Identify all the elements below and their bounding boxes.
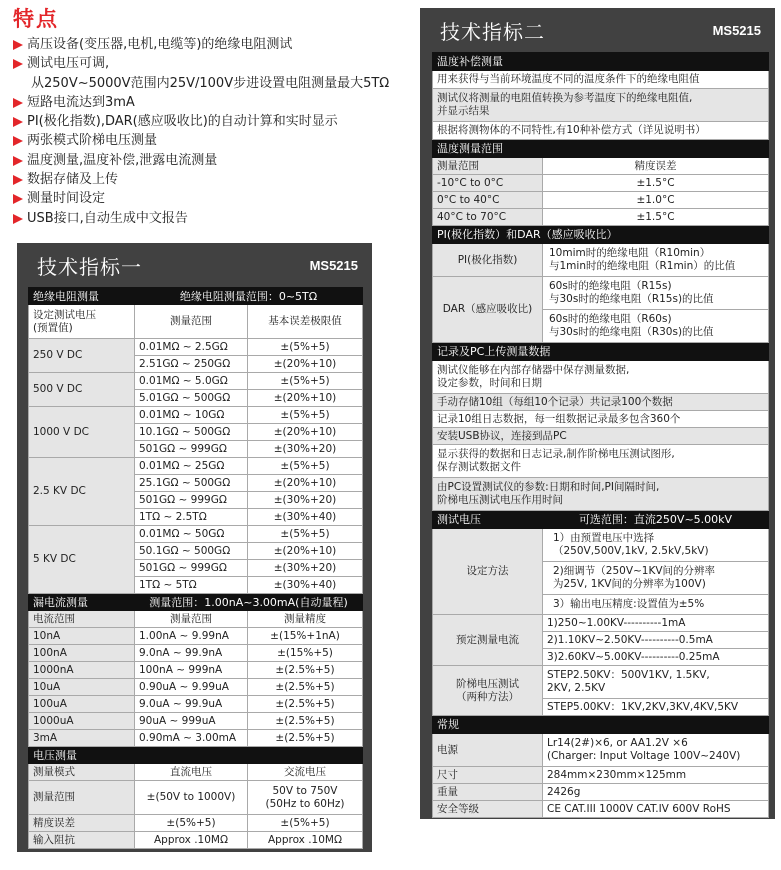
table-row <box>433 801 769 818</box>
table-row <box>433 244 769 277</box>
spec-panel-2 <box>420 8 775 819</box>
column-header: 测量范围 <box>135 611 248 628</box>
section-header-row <box>433 53 769 71</box>
range-cell: 25.1GΩ ~ 500GΩ <box>135 475 248 492</box>
section-header-row <box>433 140 769 158</box>
temp-accuracy: ±1.5°C <box>543 209 769 226</box>
table-header-row <box>29 611 363 628</box>
range-cell: 10.1GΩ ~ 500GΩ <box>135 424 248 441</box>
range-cell: 1TΩ ~ 5TΩ <box>135 577 248 594</box>
range-cell: 0.01MΩ ~ 2.5GΩ <box>135 339 248 356</box>
table-cell: 50V to 750V (50Hz to 60Hz) <box>248 781 363 815</box>
column-header: 测量范围 <box>433 158 543 175</box>
section-title: 记录及PC上传测量数据 <box>433 343 769 361</box>
table-row <box>433 175 769 192</box>
section-note: 可选范围：直流250V~5.00kV <box>543 511 769 529</box>
triangle-bullet-icon <box>13 40 23 50</box>
current-range: 100nA <box>29 645 135 662</box>
preset-line: 1)250~1.00KV----------1mA <box>543 615 769 632</box>
voltage-label: 2.5 KV DC <box>29 458 135 526</box>
feature-text: 测量时间设定 <box>27 191 106 207</box>
feature-text: 数据存储及上传 <box>27 172 119 188</box>
triangle-bullet-icon <box>13 214 23 224</box>
column-header: 测量模式 <box>29 764 135 781</box>
table-row <box>433 445 769 478</box>
column-header: 直流电压 <box>135 764 248 781</box>
temp-range: 40°C to 70°C <box>433 209 543 226</box>
table-cell: STEP5.00KV：1KV,2KV,3KV,4KV,5KV <box>543 699 769 716</box>
table-row <box>433 478 769 511</box>
table-row <box>433 192 769 209</box>
text-line: 由PC设置测试仪的参数:日期和时间,PI间隔时间, 阶梯电压测试电压作用时间 <box>433 478 769 511</box>
error-cell: ±(5%+5) <box>248 526 363 543</box>
error-cell: ±(30%+40) <box>248 509 363 526</box>
range-cell: 0.01MΩ ~ 5.0GΩ <box>135 373 248 390</box>
error-cell: ±(20%+10) <box>248 424 363 441</box>
section-title: 电压测量 <box>29 747 363 764</box>
error-cell: ±(20%+10) <box>248 475 363 492</box>
table-row <box>29 713 363 730</box>
model-label: MS5215 <box>712 22 761 38</box>
column-header: 电流范围 <box>29 611 135 628</box>
error-cell: ±(30%+40) <box>248 577 363 594</box>
table-cell: 2426g <box>543 784 769 801</box>
error-cell: ±(5%+5) <box>248 407 363 424</box>
table-cell: 10mim时的绝缘电阻（R10min） 与1min时的绝缘电阻（R1min）的比值 <box>543 244 769 277</box>
table-row <box>433 784 769 801</box>
section-title: 温度测量范围 <box>433 140 769 158</box>
feature-text: 两张模式阶梯电压测量 <box>27 133 158 149</box>
text-line: 手动存储10组（每组10个记录）共记录100个数据 <box>433 394 769 411</box>
accuracy-cell: ±(2.5%+5) <box>248 713 363 730</box>
table-row <box>433 394 769 411</box>
feature-item <box>13 189 413 208</box>
range-cell: 9.0uA ~ 99.9uA <box>135 696 248 713</box>
accuracy-cell: ±(2.5%+5) <box>248 696 363 713</box>
table-row <box>433 411 769 428</box>
triangle-bullet-icon <box>13 156 23 166</box>
table-row <box>29 730 363 747</box>
feature-text: 高压设备(变压器,电机,电缆等)的绝缘电阻测试 <box>27 37 293 52</box>
feature-item <box>13 93 413 112</box>
table-cell: PI(极化指数) <box>433 244 543 277</box>
feature-item <box>13 151 413 170</box>
feature-item <box>13 209 413 228</box>
text-line: 用来获得与当前环境温度不同的温度条件下的绝缘电阻值 <box>433 71 769 89</box>
current-range: 10nA <box>29 628 135 645</box>
table-cell: ±(50V to 1000V) <box>135 781 248 815</box>
range-cell: 5.01GΩ ~ 500GΩ <box>135 390 248 407</box>
error-cell: ±(5%+5) <box>248 373 363 390</box>
section-title: 测试电压 <box>433 511 543 529</box>
table-row <box>433 734 769 767</box>
column-header: 精度误差 <box>543 158 769 175</box>
table-cell: 60s时的绝缘电阻（R15s) 与30s时的绝缘电阻（R15s)的比值 <box>543 277 769 310</box>
section-title: 常规 <box>433 716 769 734</box>
table-row <box>433 209 769 226</box>
features-list <box>13 35 413 228</box>
current-range: 10uA <box>29 679 135 696</box>
range-cell: 0.01MΩ ~ 50GΩ <box>135 526 248 543</box>
table-row <box>29 645 363 662</box>
feature-item <box>13 74 413 93</box>
range-cell: 9.0nA ~ 99.9nA <box>135 645 248 662</box>
accuracy-cell: ±(2.5%+5) <box>248 730 363 747</box>
table-row <box>433 529 769 562</box>
table-header-row <box>433 158 769 175</box>
table-row <box>29 696 363 713</box>
range-cell: 501GΩ ~ 999GΩ <box>135 560 248 577</box>
error-cell: ±(20%+10) <box>248 356 363 373</box>
table-cell: STEP2.50KV：500V1KV, 1.5KV, 2KV, 2.5KV <box>543 666 769 699</box>
table-row <box>29 662 363 679</box>
spec-panel-1 <box>17 243 372 852</box>
section-note: 测量范围：1.00nA~3.00mA(自动量程) <box>135 594 363 611</box>
table-cell: 电源 <box>433 734 543 767</box>
table-row <box>29 781 363 815</box>
range-cell: 100nA ~ 999nA <box>135 662 248 679</box>
triangle-bullet-icon <box>13 117 23 127</box>
temp-accuracy: ±1.5°C <box>543 175 769 192</box>
voltage-label: 500 V DC <box>29 373 135 407</box>
feature-text: USB接口,自动生成中文报告 <box>27 210 188 226</box>
table-cell: Approx .10MΩ <box>248 832 363 849</box>
section-header-row <box>29 747 363 764</box>
error-cell: ±(30%+20) <box>248 492 363 509</box>
current-range: 1000nA <box>29 662 135 679</box>
method-line: 2)细调节（250V~1KV间的分辨率 为25V, 1KV间的分辨率为100V) <box>543 562 769 595</box>
table-cell: 安全等级 <box>433 801 543 818</box>
column-header: 交流电压 <box>248 764 363 781</box>
feature-text: 测试电压可调, <box>27 56 110 72</box>
range-cell: 50.1GΩ ~ 500GΩ <box>135 543 248 560</box>
error-cell: ±(20%+10) <box>248 543 363 560</box>
column-header: 测量精度 <box>248 611 363 628</box>
feature-text: PI(极化指数),DAR(感应吸收比)的自动计算和实时显示 <box>27 114 338 130</box>
section-title: 漏电流测量 <box>29 594 135 611</box>
current-range: 100uA <box>29 696 135 713</box>
table-cell: 预定测量电流 <box>433 615 543 666</box>
current-range: 3mA <box>29 730 135 747</box>
spec-panel-2-header <box>420 8 775 52</box>
range-cell: 0.01MΩ ~ 25GΩ <box>135 458 248 475</box>
text-line: 测试仪将测量的电阻值转换为参考温度下的绝缘电阻值, 并显示结果 <box>433 89 769 122</box>
column-header: 测量范围 <box>135 305 248 339</box>
table-cell: 设定方法 <box>433 529 543 615</box>
text-line: 安装USB协议，连接到品PC <box>433 428 769 445</box>
accuracy-cell: ±(15%+5) <box>248 645 363 662</box>
table-row <box>29 628 363 645</box>
spec-table-2 <box>432 52 769 818</box>
model-label: MS5215 <box>309 257 358 273</box>
spec-table-1 <box>28 287 363 849</box>
table-header-row <box>29 305 363 339</box>
section-title: 温度补偿测量 <box>433 53 769 71</box>
range-cell: 1TΩ ~ 2.5TΩ <box>135 509 248 526</box>
method-line: 1）由预置电压中选择 （250V,500V,1kV, 2.5kV,5kV) <box>543 529 769 562</box>
range-cell: 1.00nA ~ 9.99nA <box>135 628 248 645</box>
accuracy-cell: ±(15%+1nA) <box>248 628 363 645</box>
spec-panel-1-header <box>17 243 372 287</box>
table-cell: 重量 <box>433 784 543 801</box>
accuracy-cell: ±(2.5%+5) <box>248 662 363 679</box>
range-cell: 501GΩ ~ 999GΩ <box>135 492 248 509</box>
table-row <box>433 277 769 310</box>
table-row <box>29 679 363 696</box>
table-row <box>433 122 769 140</box>
table-row <box>433 615 769 632</box>
table-cell: 阶梯电压测试 （两种方法） <box>433 666 543 716</box>
current-range: 1000uA <box>29 713 135 730</box>
temp-range: -10°C to 0°C <box>433 175 543 192</box>
triangle-bullet-icon <box>13 175 23 185</box>
spec-panel-1-title: 技术指标一 <box>37 254 142 279</box>
section-header-row <box>433 226 769 244</box>
triangle-bullet-icon <box>13 59 23 69</box>
feature-text: 短路电流达到3mA <box>27 94 135 110</box>
error-cell: ±(20%+10) <box>248 390 363 407</box>
table-cell: 284mm×230mm×125mm <box>543 767 769 784</box>
feature-text: 从250V~5000V范围内25V/100V步进设置电阻测量最大5TΩ <box>31 75 390 91</box>
table-cell: 输入阻抗 <box>29 832 135 849</box>
table-row <box>433 767 769 784</box>
table-cell: DAR（感应吸收比) <box>433 277 543 343</box>
voltage-label: 1000 V DC <box>29 407 135 458</box>
column-header: 基本误差极限值 <box>248 305 363 339</box>
error-cell: ±(30%+20) <box>248 560 363 577</box>
triangle-bullet-icon <box>13 98 23 108</box>
text-line: 显示获得的数据和日志记录,制作阶梯电压测试图形, 保存测试数据文件 <box>433 445 769 478</box>
table-row <box>29 339 363 356</box>
table-cell: 测量范围 <box>29 781 135 815</box>
text-line: 记录10组日志数据，每一组数据记录最多包含360个 <box>433 411 769 428</box>
range-cell: 90uA ~ 999uA <box>135 713 248 730</box>
table-row <box>433 361 769 394</box>
feature-item <box>13 112 413 131</box>
features-section <box>13 6 413 228</box>
table-cell: Approx .10MΩ <box>135 832 248 849</box>
method-line: 3）输出电压精度:设置值为±5% <box>543 595 769 615</box>
table-cell: Lr14(2#)×6, or AA1.2V ×6 (Charger: Input Voltage 100V~240V) <box>543 734 769 767</box>
table-row <box>29 832 363 849</box>
range-cell: 2.51GΩ ~ 250GΩ <box>135 356 248 373</box>
voltage-label: 5 KV DC <box>29 526 135 594</box>
range-cell: 0.90mA ~ 3.00mA <box>135 730 248 747</box>
section-header-row <box>433 716 769 734</box>
accuracy-cell: ±(2.5%+5) <box>248 679 363 696</box>
spec-panel-2-title: 技术指标二 <box>440 19 545 44</box>
error-cell: ±(5%+5) <box>248 339 363 356</box>
section-header-row <box>29 594 363 611</box>
table-cell: CE CAT.III 1000V CAT.IV 600V RoHS <box>543 801 769 818</box>
section-header-row <box>433 343 769 361</box>
table-cell: ±(5%+5) <box>248 815 363 832</box>
table-row <box>433 89 769 122</box>
feature-item <box>13 131 413 150</box>
section-title: PI(极化指数）和DAR（感应吸收比） <box>433 226 769 244</box>
table-row <box>29 526 363 543</box>
section-header-row <box>29 288 363 305</box>
section-note: 绝缘电阻测量范围：0~5TΩ <box>135 288 363 305</box>
section-title: 绝缘电阻测量 <box>29 288 135 305</box>
error-cell: ±(5%+5) <box>248 458 363 475</box>
table-cell: 尺寸 <box>433 767 543 784</box>
feature-item <box>13 35 413 54</box>
feature-item <box>13 170 413 189</box>
table-row <box>29 458 363 475</box>
table-row <box>433 71 769 89</box>
table-row <box>433 666 769 699</box>
table-row <box>29 373 363 390</box>
range-cell: 0.01MΩ ~ 10GΩ <box>135 407 248 424</box>
range-cell: 501GΩ ~ 999GΩ <box>135 441 248 458</box>
text-line: 根据将测物体的不同特性,有10种补偿方式（详见说明书） <box>433 122 769 140</box>
table-row <box>29 407 363 424</box>
column-header: 设定测试电压 (预置值) <box>29 305 135 339</box>
triangle-bullet-icon <box>13 194 23 204</box>
table-cell: ±(5%+5) <box>135 815 248 832</box>
error-cell: ±(30%+20) <box>248 441 363 458</box>
table-row <box>433 428 769 445</box>
feature-item <box>13 54 413 73</box>
preset-line: 2)1.10KV~2.50KV----------0.5mA <box>543 632 769 649</box>
features-title: 特点 <box>13 7 59 31</box>
table-cell: 60s时的绝缘电阻（R60s) 与30s时的绝缘电阻（R30s)的比值 <box>543 310 769 343</box>
range-cell: 0.90uA ~ 9.99uA <box>135 679 248 696</box>
table-header-row <box>29 764 363 781</box>
feature-text: 温度测量,温度补偿,泄露电流测量 <box>27 152 218 168</box>
preset-line: 3)2.60KV~5.00KV----------0.25mA <box>543 649 769 666</box>
temp-range: 0°C to 40°C <box>433 192 543 209</box>
text-line: 测试仪能够在内部存储器中保存测量数据, 设定参数，时间和日期 <box>433 361 769 394</box>
section-header-row <box>433 511 769 529</box>
triangle-bullet-icon <box>13 136 23 146</box>
table-cell: 精度误差 <box>29 815 135 832</box>
voltage-label: 250 V DC <box>29 339 135 373</box>
temp-accuracy: ±1.0°C <box>543 192 769 209</box>
table-row <box>29 815 363 832</box>
